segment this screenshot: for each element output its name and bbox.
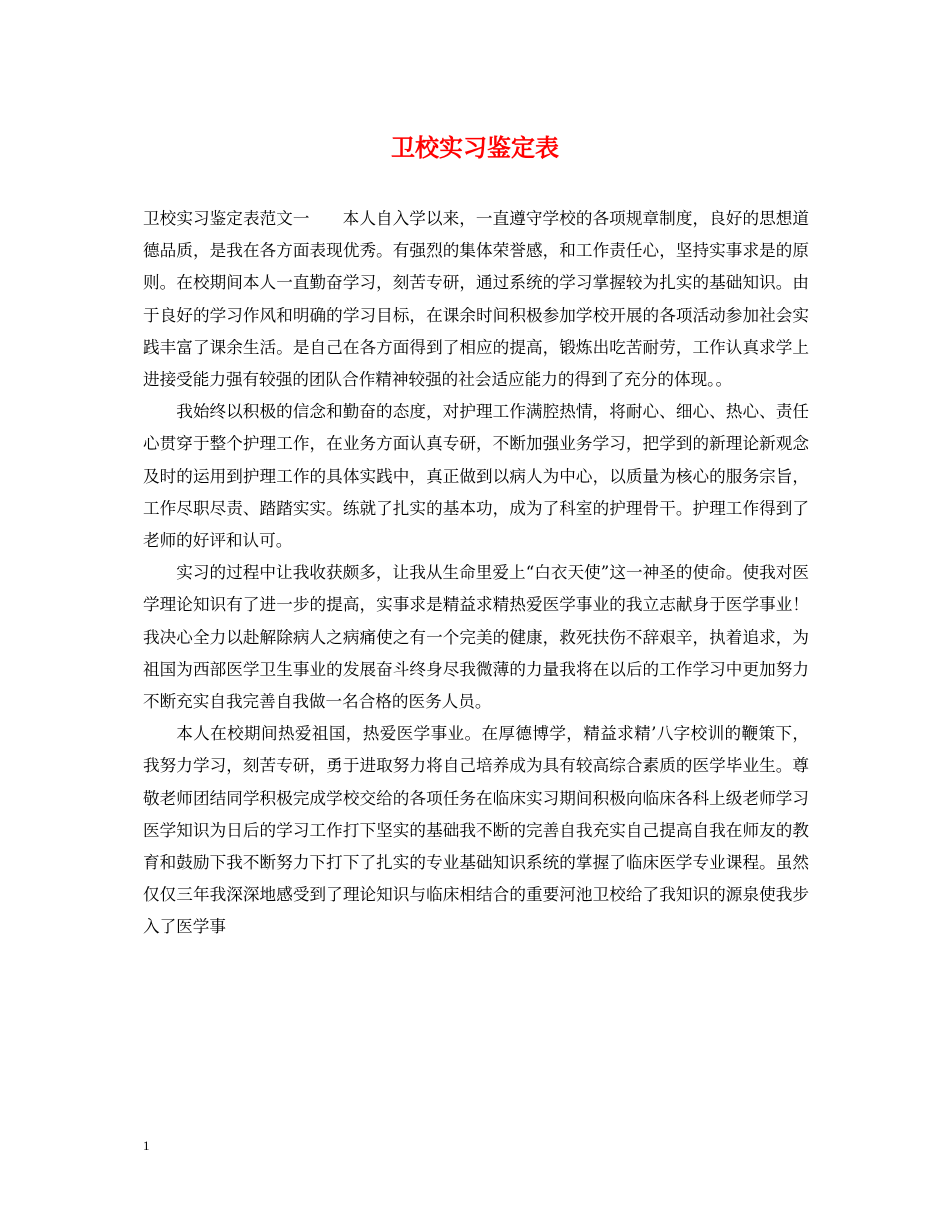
paragraph-1 — [143, 203, 809, 396]
paragraph-2: 我始终以积极的信念和勤奋的态度，对护理工作满腔热情，将耐心、细心、热心、责任心贯穿于整个护理工作，在业务方面认真专研，不断加强业务学习，把学到的新理论新观念及时的运用到护理工作的具体实践中，真正做到以病人为中心，以质量为核心的服务宗旨，工作尽职尽责、踏踏实实。练就了扎实的基本功，成为了科室的护理骨干。护理工作得到了老师的好评和认可。 — [143, 402, 809, 551]
paragraph-3: 实习的过程中让我收获颇多，让我从生命里爱上“白衣天使”这一神圣的使命。使我对医学理论知识有了进一步的提高，实事求是精益求精热爱医学事业的我立志献身于医学事业！我决心全力以赴解除病人之病痛使之有一个完美的健康，救死扶伤不辞艰辛，执着追求，为祖国为西部医学卫生事业的发展奋斗终身尽我微薄的力量我将在以后的工作学习中更加努力不断充实自我完善自我做一名合格的医务人员。 — [143, 563, 809, 712]
paragraph-4: 本人在校期间热爱祖国，热爱医学事业。在厚德博学，精益求精’八字校训的鞭策下，我努力学习，刻苦专研，勇于进取努力将自己培养成为具有较高综合素质的医学毕业生。尊敬老师团结同学积极完成学校交给的各项任务在临床实习期间积极向临床各科上级老师学习医学知识为日后的学习工作打下坚实的基础我不断的完善自我充实自己提高自我在师友的教育和鼓励下我不断努力下打下了扎实的专业基础知识系统的掌握了临床医学专业课程。虽然仅仅三年我深深地感受到了理论知识与临床相结合的重要河池卫校给了我知识的源泉使我步入了医学事 — [143, 724, 809, 937]
paragraph-1-text: 本人自入学以来，一直遵守学校的各项规章制度，良好的思想道德品质，是我在各方面表现优秀。有强烈的集体荣誉感，和工作责任心，坚持实事求是的原则。在校期间本人一直勤奋学习，刻苦专研，通过系统的学习掌握较为扎实的基础知识。由于良好的学习作风和明确的学习目标，在课余时间积极参加学校开展的各项活动参加社会实践丰富了课余生活。是自己在各方面得到了相应的提高，锻炼出吃苦耐劳，工作认真求学上进接受能力强有较强的团队合作精神较强的社会适应能力的得到了充分的体现。。 — [143, 209, 810, 390]
document-body — [143, 203, 809, 944]
document-title: 卫校实习鉴定表 — [391, 133, 559, 162]
intro-label: 卫校实习鉴定表范文一 — [143, 209, 310, 228]
page-number: 1 — [143, 1138, 150, 1153]
